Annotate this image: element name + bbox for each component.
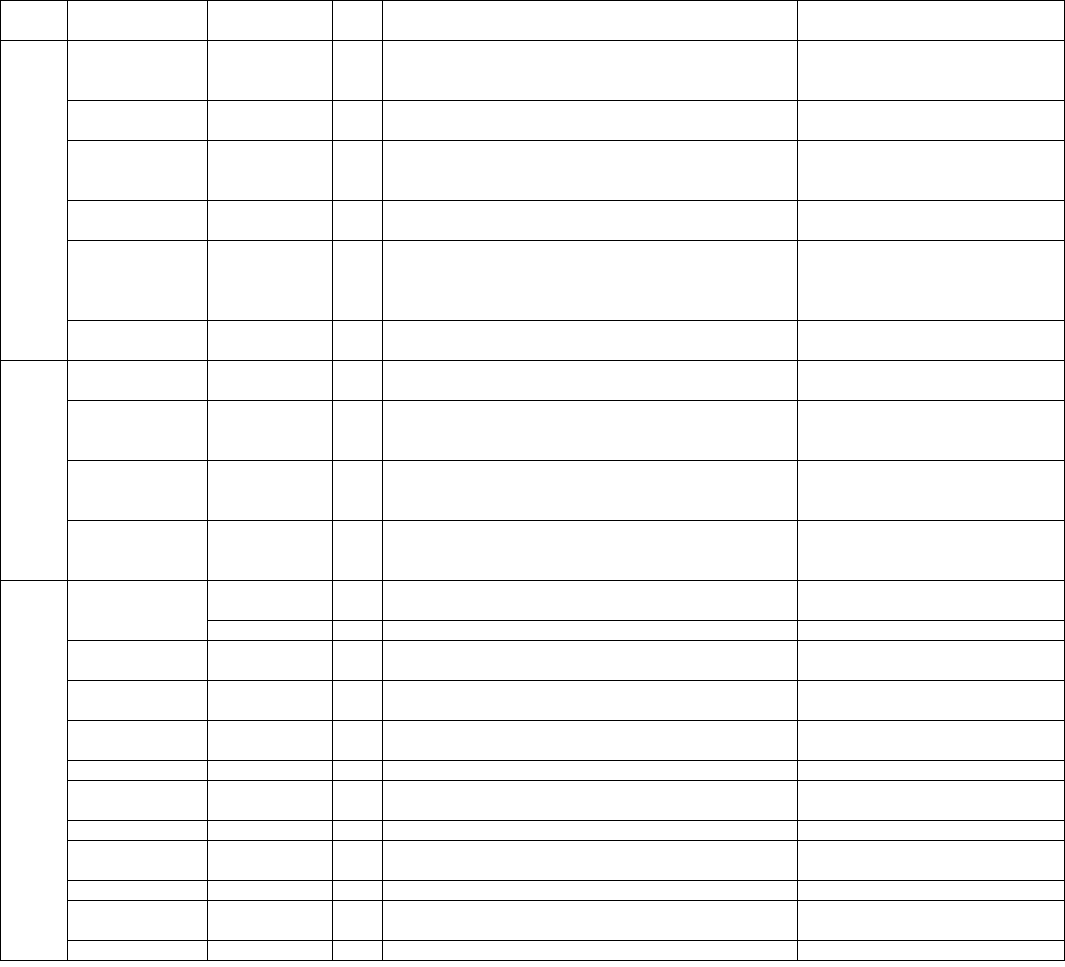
headcount-cell [333, 881, 383, 901]
table-row [1, 401, 1065, 461]
table-row [1, 581, 1065, 621]
field-cell [68, 821, 208, 841]
position-type-cell [208, 581, 333, 621]
headcount-cell [333, 141, 383, 201]
requirement-cell [798, 141, 1065, 201]
duty-cell [383, 401, 798, 461]
field-cell [68, 901, 208, 941]
position-type-cell [208, 901, 333, 941]
headcount-cell [333, 721, 383, 761]
requirement-cell [798, 761, 1065, 781]
requirement-cell [798, 781, 1065, 821]
discipline-cell [1, 581, 68, 961]
field-cell [68, 321, 208, 361]
requirement-cell [798, 821, 1065, 841]
table-row [1, 681, 1065, 721]
duty-cell [383, 41, 798, 101]
position-type-cell [208, 781, 333, 821]
headcount-cell [333, 621, 383, 641]
table-row [1, 461, 1065, 521]
table-row [1, 321, 1065, 361]
requirement-cell [798, 681, 1065, 721]
requirement-cell [798, 841, 1065, 881]
duty-cell [383, 781, 798, 821]
headcount-cell [333, 681, 383, 721]
requirement-cell [798, 321, 1065, 361]
duty-cell [383, 321, 798, 361]
position-type-cell [208, 201, 333, 241]
table-row [1, 241, 1065, 321]
field-cell [68, 521, 208, 581]
table-row [1, 761, 1065, 781]
headcount-cell [333, 321, 383, 361]
duty-cell [383, 821, 798, 841]
table-row [1, 821, 1065, 841]
table-row [1, 841, 1065, 881]
position-type-cell [208, 841, 333, 881]
header-cell [333, 1, 383, 41]
headcount-cell [333, 241, 383, 321]
position-type-cell [208, 141, 333, 201]
table-row [1, 101, 1065, 141]
table-row [1, 781, 1065, 821]
field-cell [68, 141, 208, 201]
duty-cell [383, 761, 798, 781]
field-cell [68, 401, 208, 461]
duty-cell [383, 361, 798, 401]
header-cell [1, 1, 68, 41]
position-type-cell [208, 521, 333, 581]
position-type-cell [208, 681, 333, 721]
field-cell [68, 461, 208, 521]
field-cell [68, 761, 208, 781]
requirement-cell [798, 901, 1065, 941]
table-row [1, 521, 1065, 581]
duty-cell [383, 721, 798, 761]
field-cell [68, 201, 208, 241]
requirement-cell [798, 721, 1065, 761]
requirement-cell [798, 361, 1065, 401]
duty-cell [383, 881, 798, 901]
duty-cell [383, 201, 798, 241]
duty-cell [383, 841, 798, 881]
discipline-cell [1, 361, 68, 581]
header-cell [798, 1, 1065, 41]
discipline-cell [1, 41, 68, 361]
table-row [1, 941, 1065, 961]
requirement-cell [798, 201, 1065, 241]
table-row [1, 41, 1065, 101]
position-type-cell [208, 941, 333, 961]
duty-cell [383, 461, 798, 521]
headcount-cell [333, 841, 383, 881]
headcount-cell [333, 821, 383, 841]
duty-cell [383, 101, 798, 141]
duty-cell [383, 241, 798, 321]
field-cell [68, 241, 208, 321]
table-row [1, 361, 1065, 401]
position-type-cell [208, 641, 333, 681]
duty-cell [383, 941, 798, 961]
headcount-cell [333, 781, 383, 821]
field-cell [68, 41, 208, 101]
field-cell [68, 581, 208, 641]
headcount-cell [333, 901, 383, 941]
table-body [1, 41, 1065, 961]
headcount-cell [333, 201, 383, 241]
position-type-cell [208, 361, 333, 401]
headcount-cell [333, 581, 383, 621]
requirement-cell [798, 461, 1065, 521]
field-cell [68, 841, 208, 881]
duty-cell [383, 901, 798, 941]
position-type-cell [208, 881, 333, 901]
headcount-cell [333, 641, 383, 681]
headcount-cell [333, 761, 383, 781]
table-row [1, 201, 1065, 241]
headcount-cell [333, 361, 383, 401]
position-type-cell [208, 321, 333, 361]
table-row [1, 901, 1065, 941]
duty-cell [383, 581, 798, 621]
requirement-cell [798, 641, 1065, 681]
requirement-cell [798, 241, 1065, 321]
field-cell [68, 941, 208, 961]
position-type-cell [208, 621, 333, 641]
field-cell [68, 681, 208, 721]
header-cell [383, 1, 798, 41]
requirement-cell [798, 401, 1065, 461]
position-type-cell [208, 101, 333, 141]
duty-cell [383, 621, 798, 641]
position-type-cell [208, 461, 333, 521]
field-cell [68, 881, 208, 901]
position-type-cell [208, 821, 333, 841]
position-type-cell [208, 241, 333, 321]
table-row [1, 721, 1065, 761]
field-cell [68, 101, 208, 141]
duty-cell [383, 141, 798, 201]
position-type-cell [208, 41, 333, 101]
headcount-cell [333, 401, 383, 461]
headcount-cell [333, 101, 383, 141]
header-cell [68, 1, 208, 41]
requirement-cell [798, 581, 1065, 621]
position-type-cell [208, 401, 333, 461]
requirement-cell [798, 521, 1065, 581]
field-cell [68, 641, 208, 681]
headcount-cell [333, 461, 383, 521]
field-cell [68, 361, 208, 401]
duty-cell [383, 521, 798, 581]
field-cell [68, 721, 208, 761]
header-row [1, 1, 1065, 41]
requirement-cell [798, 941, 1065, 961]
position-type-cell [208, 721, 333, 761]
position-type-cell [208, 761, 333, 781]
requirement-cell [798, 41, 1065, 101]
requirement-cell [798, 881, 1065, 901]
headcount-cell [333, 41, 383, 101]
headcount-cell [333, 941, 383, 961]
header-cell [208, 1, 333, 41]
table-row [1, 141, 1065, 201]
field-cell [68, 781, 208, 821]
duty-cell [383, 641, 798, 681]
table-row [1, 641, 1065, 681]
requirement-cell [798, 621, 1065, 641]
requirement-cell [798, 101, 1065, 141]
duty-cell [383, 681, 798, 721]
headcount-cell [333, 521, 383, 581]
table-row [1, 881, 1065, 901]
